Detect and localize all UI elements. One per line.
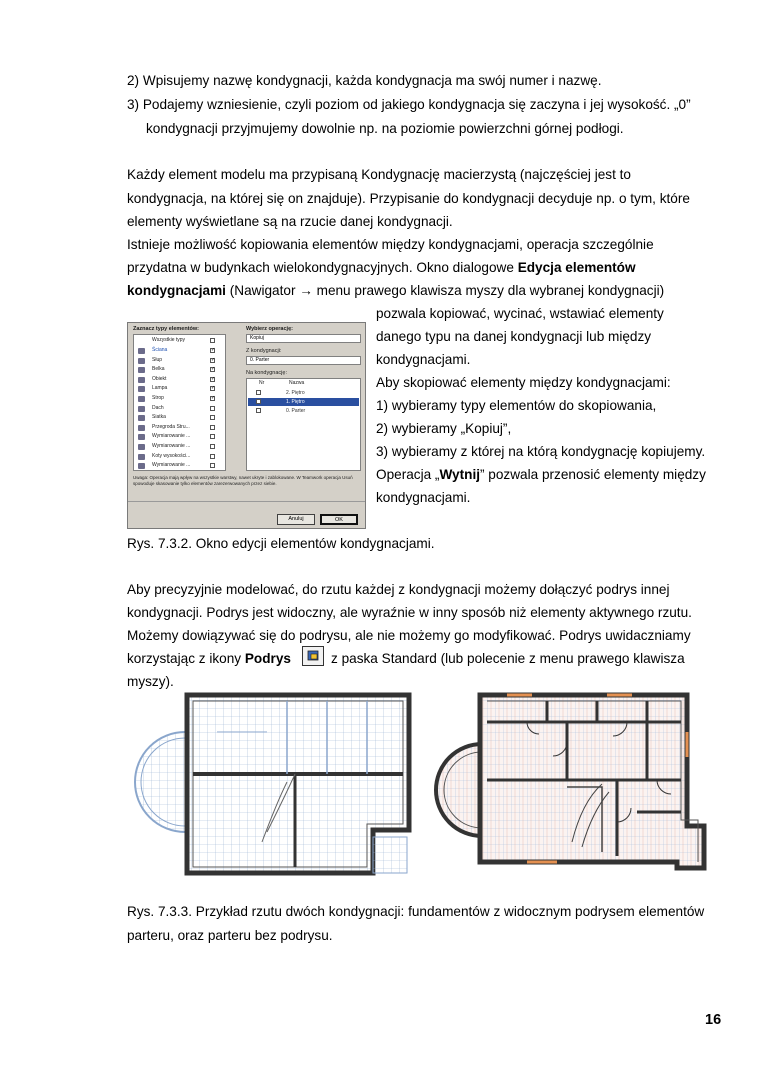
element-type-icon <box>138 444 145 450</box>
figure-caption-2-cont: parteru, oraz parteru bez podrysu. <box>127 928 333 943</box>
element-type-row[interactable]: Słup <box>152 356 163 363</box>
paragraph-line: Istnieje możliwość kopiowania elementów między kondygnacjami, operacja szczególnie <box>127 237 654 252</box>
foundation-plan <box>135 695 409 873</box>
element-type-icon <box>138 367 145 373</box>
checkbox[interactable] <box>210 338 215 343</box>
from-select[interactable]: 0. Parter <box>246 356 361 365</box>
story-name: 0. Parter <box>286 408 306 414</box>
type-checkbox[interactable]: ✓ <box>211 385 216 392</box>
element-type-icon <box>138 415 145 421</box>
col-nr: Nr <box>259 380 265 386</box>
type-checkbox[interactable]: ✓ <box>211 366 216 373</box>
type-checkbox[interactable] <box>210 434 215 439</box>
paragraph-line: kondygnacja, na której się on znajduje). Przypisanie do kondygnacji decyduje np. o tym, które <box>127 191 690 206</box>
paragraph-line: elementy wyświetlane są na rzucie danej kondygnacji. <box>127 214 453 229</box>
type-checkbox[interactable]: ✓ <box>211 395 216 401</box>
side-step-1: 1) wybieramy typy elementów do skopiowania, <box>376 398 657 413</box>
text-span: ” pozwala przenosić elementy między <box>480 467 706 482</box>
cancel-button[interactable]: Anuluj <box>277 514 315 525</box>
element-type-icon <box>138 434 145 440</box>
side-text: Aby skopiować elementy między kondygnacjami: <box>376 375 671 390</box>
element-type-icon <box>138 463 145 469</box>
side-step-3: 3) wybieramy z której na którą kondygnację kopiujemy. <box>376 444 706 459</box>
operation-select[interactable]: Kopiuj <box>246 334 361 343</box>
element-type-row[interactable]: Przegroda Stru... <box>152 423 190 430</box>
element-type-icon <box>138 386 145 392</box>
element-type-row[interactable]: Wymiarowanie ... <box>152 462 191 469</box>
paragraph-line: kondygnacji. Podrys jest widoczny, ale wyraźnie w inny sposób niż elementy aktywnego rzutu. <box>127 605 692 620</box>
floor-plans-figure <box>127 692 727 882</box>
element-type-icon <box>138 358 145 364</box>
paragraph-line <box>127 259 636 277</box>
operation-label: Wybierz operację: <box>246 326 293 332</box>
type-checkbox[interactable] <box>210 454 215 459</box>
bold-term: Wytnij <box>439 467 480 482</box>
ok-button[interactable]: OK <box>320 514 358 525</box>
type-checkbox[interactable]: ✓ <box>211 375 216 382</box>
element-type-row[interactable]: Strop <box>152 395 164 401</box>
element-type-icon <box>138 454 145 460</box>
type-checkbox[interactable] <box>210 425 215 430</box>
page-number: 16 <box>705 1012 722 1028</box>
paragraph-line: z paska Standard (lub polecenie z menu prawego klawisza <box>331 651 685 666</box>
bold-term: kondygnacjami <box>127 283 226 298</box>
paragraph-line <box>127 650 291 668</box>
side-text: pozwala kopiować, wycinać, wstawiać elementy <box>376 306 664 321</box>
paragraph-line <box>127 282 664 300</box>
element-type-icon <box>138 348 145 354</box>
text-span: (Nawigator → menu prawego klawisza myszy dla wybranej kondygnacji) <box>225 283 665 298</box>
edit-elements-dialog <box>127 322 366 529</box>
ground-floor-plan <box>436 695 704 868</box>
type-checkbox[interactable]: ✓ <box>211 356 216 363</box>
types-label: Zaznacz typy elementów: <box>133 326 200 332</box>
type-checkbox[interactable] <box>210 444 215 449</box>
element-type-row[interactable]: Obiekt <box>152 375 167 382</box>
element-type-row[interactable]: Ściana <box>152 347 168 353</box>
story-row[interactable] <box>248 398 359 406</box>
element-type-icon <box>138 377 145 383</box>
story-checkbox[interactable] <box>256 399 261 404</box>
from-label: Z kondygnacji: <box>246 348 282 354</box>
side-text <box>376 466 706 484</box>
paragraph-line: Aby precyzyjnie modelować, do rzutu każdej z kondygnacji możemy dołączyć podrys innej <box>127 582 670 597</box>
list-item-3-cont: kondygnacji przyjmujemy dowolnie np. na poziomie powierzchni górnej podłogi. <box>146 121 624 136</box>
bold-term: Podrys <box>244 651 291 666</box>
element-type-row[interactable]: Dach <box>152 404 164 411</box>
figure-caption-2: Rys. 7.3.3. Przykład rzutu dwóch kondygnacji: fundamentów z widocznym podrysem elementów <box>127 904 705 919</box>
story-checkbox[interactable] <box>256 390 261 395</box>
element-type-row[interactable]: Wymiarowanie ... <box>152 433 191 440</box>
element-type-icon <box>138 396 145 402</box>
paragraph-line: myszy). <box>127 674 174 689</box>
side-step-2: 2) wybieramy „Kopiuj”, <box>376 421 512 436</box>
to-label: Na kondygnację: <box>246 370 287 376</box>
element-type-icon <box>138 406 145 412</box>
element-type-row[interactable]: Koty wysokości... <box>152 452 191 459</box>
story-name: 1. Piętro <box>286 399 305 405</box>
type-checkbox[interactable] <box>210 415 215 420</box>
story-checkbox[interactable] <box>256 408 261 413</box>
divider <box>128 501 365 502</box>
dialog-note: Uwaga: Operacja mają wpływ na wszystkie warstwy, nawet ukryte i zablokowane. W Teamwork operacja Usuń spowoduje skasowanie tylko elementów zarezerwowanych przez siebie. <box>133 475 353 486</box>
podrys-icon <box>302 646 324 666</box>
text-span: przydatna w budynkach wielokondygnacyjnych. Okno dialogowe <box>127 260 518 275</box>
all-types-row[interactable]: Wszystkie typy <box>152 337 186 343</box>
side-text: kondygnacjami. <box>376 490 471 505</box>
list-item-3: 3) Podajemy wzniesienie, czyli poziom od jakiego kondygnacja się zaczyna i jej wysokość. „0” <box>127 97 691 112</box>
story-row[interactable] <box>248 407 359 415</box>
side-text: danego typu na danej kondygnacji lub między <box>376 329 652 344</box>
col-name: Nazwa <box>289 380 305 386</box>
side-text: kondygnacjami. <box>376 352 471 367</box>
element-type-row[interactable]: Siatka <box>152 414 166 421</box>
text-span: korzystając z ikony <box>127 651 245 666</box>
list-item-2: 2) Wpisujemy nazwę kondygnacji, każda kondygnacja ma swój numer i nazwę. <box>127 73 602 88</box>
element-type-row[interactable]: Belka <box>152 366 165 373</box>
story-name: 2. Piętro <box>286 390 305 396</box>
type-checkbox[interactable] <box>210 463 215 468</box>
paragraph-line: Możemy dowiązywać się do podrysu, ale nie możemy go modyfikować. Podrys uwidaczniamy <box>127 628 691 643</box>
type-checkbox[interactable]: ✓ <box>211 347 216 353</box>
element-type-icon <box>138 425 145 431</box>
type-checkbox[interactable] <box>210 406 215 411</box>
element-type-row[interactable]: Lampa <box>152 385 168 392</box>
types-list <box>133 334 226 471</box>
story-row[interactable] <box>248 389 359 397</box>
figure-caption: Rys. 7.3.2. Okno edycji elementów kondygnacjami. <box>127 536 435 551</box>
text-span: Operacja „ <box>376 467 440 482</box>
bold-term: Edycja elementów <box>517 260 636 275</box>
paragraph-line: Każdy element modelu ma przypisaną Kondygnację macierzystą (najczęściej jest to <box>127 167 631 182</box>
element-type-row[interactable]: Wymiarowanie ... <box>152 443 191 449</box>
stories-list <box>246 378 361 471</box>
